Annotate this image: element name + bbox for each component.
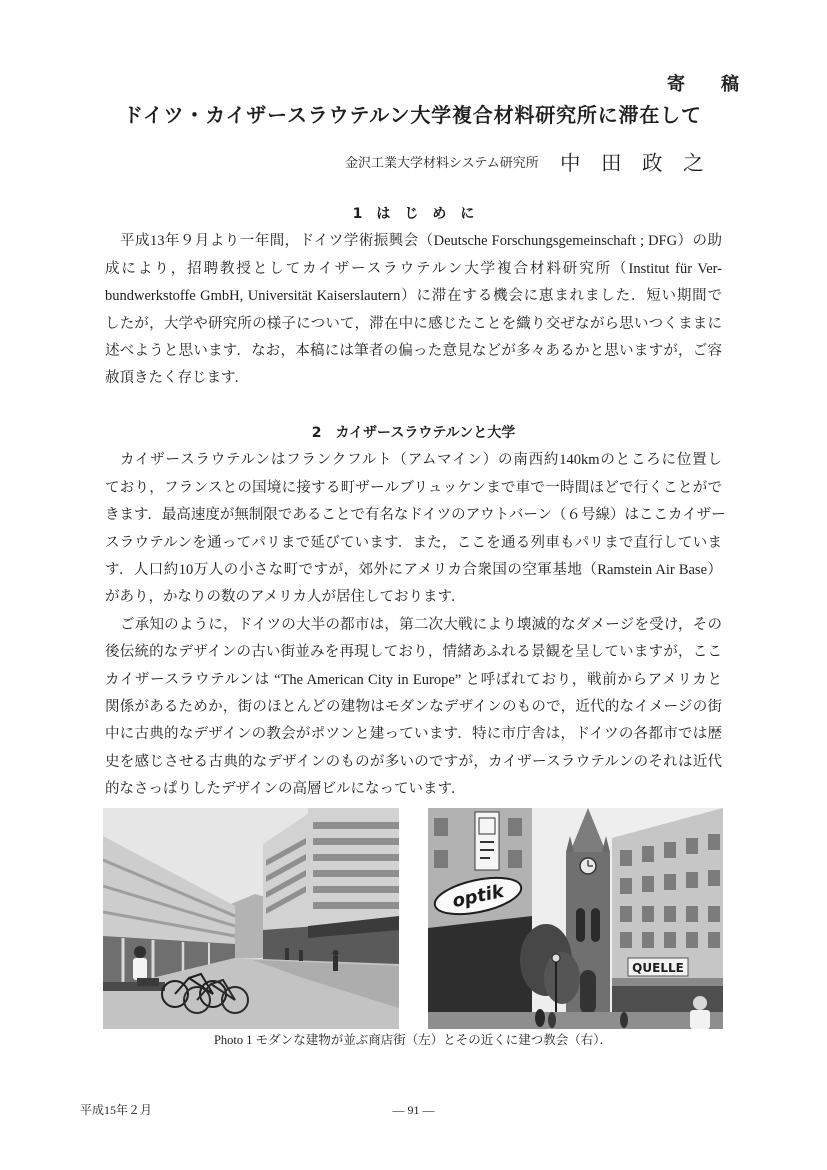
text-line: ており，フランスとの国境に接する町ザールブリュッケンまで車で一時間ほどで行くことがで [105, 479, 722, 496]
building-window [664, 906, 676, 922]
window-row [313, 854, 399, 861]
building-window [642, 932, 654, 948]
section-heading: 1 は じ め に [352, 206, 475, 222]
text-line: 関係があるためか，街のほとんどの建物はモダンなデザインのもので，近代的なイメージの街 [105, 698, 722, 715]
text-line: 平成13年９月より一年間，ドイツ学術振興会（Deutsche Forschungsgemeinschaft ; DFG）の助 [120, 233, 722, 250]
article-title: ドイツ・カイザースラウテルン大学複合材料研究所に滞在して [123, 103, 701, 127]
building-window [708, 834, 720, 850]
left-building-window [508, 850, 522, 868]
store-front [612, 986, 723, 1013]
seated-person-torso [133, 958, 147, 980]
tree-canopy [544, 952, 580, 1004]
photo-shopping-street [103, 808, 399, 1029]
pedestrian [535, 1009, 545, 1027]
pedestrian-body [690, 1010, 710, 1029]
building-window [686, 906, 698, 922]
text-line: 成により，招聘教授としてカイザースラウテルン大学複合材料研究所（Institut für Ver- [105, 260, 722, 277]
distant-person [285, 948, 289, 960]
text-line: bundwerkstoffe GmbH, Universität Kaiserslautern）に滞在する機会に恵まれました．短い期間で [105, 288, 722, 305]
paragraph [105, 447, 726, 611]
distant-person [299, 950, 303, 961]
author-affiliation: 金沢工業大学材料システム研究所 [345, 155, 539, 170]
building-window [642, 846, 654, 862]
building-window [664, 842, 676, 858]
church-street-image [428, 808, 723, 1029]
building-window [708, 906, 720, 922]
paragraph [105, 228, 722, 392]
building-window [664, 874, 676, 890]
text-line: 史を感じさせる古典的なデザインのものが多いのですが，カイザースラウテルンのそれは近代 [105, 753, 722, 770]
optik-sign-text: optik [450, 880, 506, 913]
section-kaiserslautern [105, 420, 726, 803]
text-line: 述べようと思います．なお，本稿には筆者の偏った意見などが多々あるかと思いますが，ご容 [105, 342, 722, 359]
seated-person-head [134, 946, 146, 958]
text-line: ご承知のように，ドイツの大半の都市は，第二次大戦により壊滅的なダメージを受け，その [120, 616, 722, 633]
text-line: きます．最高速度が無制限であることで有名なドイツのアウトバーン（６号線）はここカイザー [105, 507, 726, 524]
text-line: す．人口約10万人の小さな町ですが，郊外にアメリカ合衆国の空軍基地（Ramstein Air Base） [105, 561, 722, 578]
text-line: 中に古典的なデザインの教会がポツンと建っています．特に市庁舎は，ドイツの各都市では歴 [105, 726, 722, 743]
text-line: があり，かなりの数のアメリカ人が居住しております． [105, 589, 466, 606]
text-line: 的なさっぱりしたデザインの高層ビルになっています． [105, 781, 466, 798]
section-heading: 2 カイザースラウテルンと大学 [311, 425, 516, 441]
building-window [620, 932, 632, 948]
text-line: スラウテルンを通ってパリまで延びています．また，ここを通る列車もパリまで直行していま [105, 534, 722, 551]
building-window [686, 872, 698, 888]
left-building-window [434, 850, 448, 868]
building-window [620, 906, 632, 922]
shopping-street-image [103, 808, 399, 1029]
author-name: 中 田 政 之 [560, 153, 704, 175]
text-line: 赦頂きたく存じます． [105, 370, 249, 387]
street [428, 1012, 723, 1029]
store-sign-text: QUELLE [632, 961, 684, 975]
building-window [686, 932, 698, 948]
page-number: — 91 — [392, 1103, 435, 1117]
building-window [642, 906, 654, 922]
seated-person-legs [137, 978, 159, 986]
distant-person-head [333, 950, 339, 956]
building-window [664, 932, 676, 948]
text-line: カイザースラウテルンはフランクフルト（アムマイン）の南西約140kmのところに位置し [120, 452, 722, 469]
pedestrian-head [693, 996, 707, 1010]
building-window [708, 932, 720, 948]
window-row [313, 870, 399, 877]
pedestrian [548, 1012, 556, 1028]
building-window [620, 850, 632, 866]
window-row [313, 886, 399, 893]
building-window [708, 870, 720, 886]
building-window [686, 838, 698, 854]
footer-date: 平成15年２月 [80, 1103, 153, 1117]
text-line: カイザースラウテルンは “The American City in Europe” と呼ばれており，戦前からアメリカと [105, 671, 722, 688]
figure-caption: Photo 1 モダンな建物が並ぶ商店街（左）とその近くに建つ教会（右）． [213, 1033, 613, 1047]
text-line: 後伝統的なデザインの古い街並みを再現しており，情緒あふれる景観を呈していますが，ここ [105, 644, 722, 661]
left-building-window [434, 818, 448, 836]
pedestrian [620, 1012, 628, 1028]
section-introduction [105, 201, 722, 393]
window-row [313, 822, 399, 829]
window-row [313, 902, 399, 909]
church-window [576, 908, 585, 942]
section-label: 寄 稿 [667, 74, 739, 95]
building-window [642, 876, 654, 892]
distant-person [333, 956, 338, 971]
church-doorway [580, 970, 596, 1014]
left-building-window [508, 818, 522, 836]
paragraph [105, 612, 722, 804]
text-line: したが，大学や研究所の様子について，滞在中に感じたことを織り交ぜながら思いつくままに [105, 315, 722, 332]
building-window [620, 878, 632, 894]
store-canopy [612, 978, 723, 986]
photo-church [428, 808, 723, 1029]
window-row [313, 838, 399, 845]
church-window [591, 908, 600, 942]
street-lamp [552, 954, 560, 962]
